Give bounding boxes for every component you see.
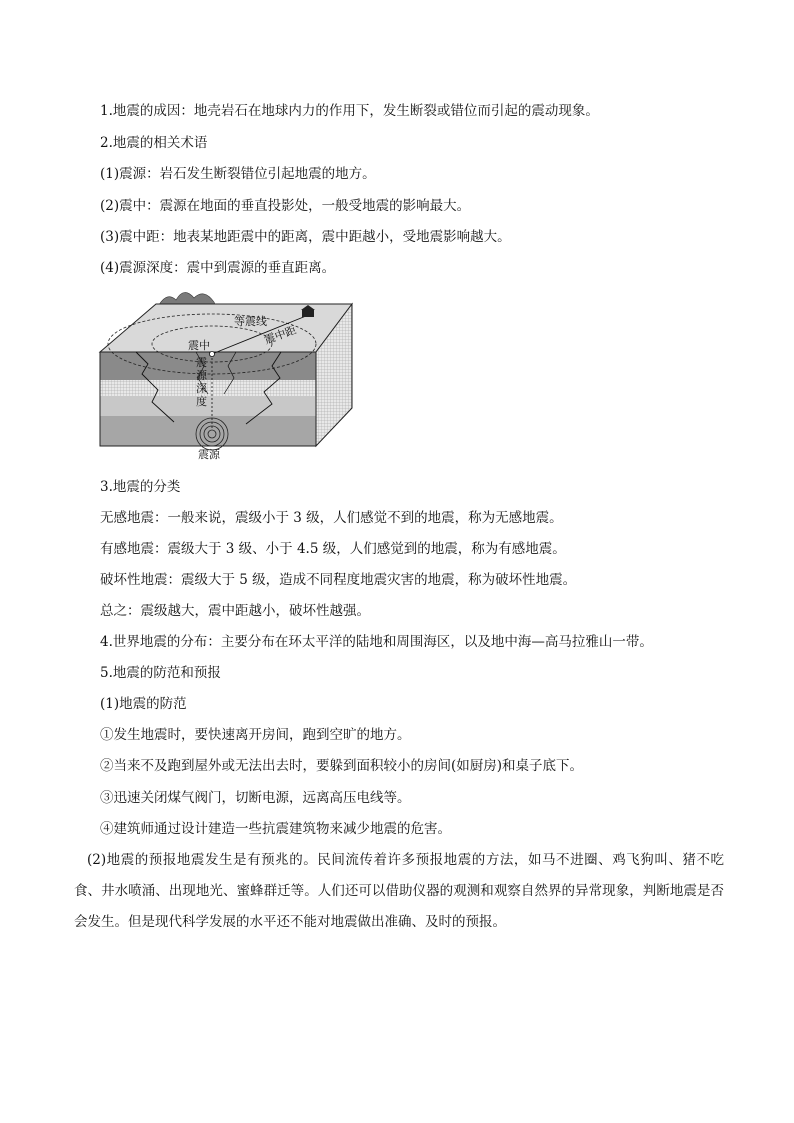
label-focal-depth (196, 356, 208, 408)
line-11: 总之：震级越大，震中距越小，破坏性越强。 (100, 603, 370, 619)
epicenter-dot (209, 351, 214, 356)
line-7: 3.地震的分类 (100, 479, 181, 495)
line-15: ①发生地震时，要快速离开房间，跑到空旷的地方。 (100, 727, 411, 743)
label-epicenter: 震中 (188, 339, 210, 352)
label-epicentral-distance: 震中距 (262, 323, 299, 347)
svg-text:度: 度 (196, 395, 207, 408)
line-13: 5.地震的防范和预报 (100, 665, 221, 681)
line-5: (3)震中距：地表某地距震中的距离，震中距越小，受地震影响越大。 (100, 229, 511, 245)
line-9: 有感地震：震级大于 3 级、小于 4.5 级，人们感觉到的地震，称为有感地震。 (100, 541, 566, 557)
ground-surface (100, 304, 352, 352)
line-2: 2.地震的相关术语 (100, 135, 208, 151)
line-6: (4)震源深度：震中到震源的垂直距离。 (100, 260, 336, 276)
line-14: (1)地震的防范 (100, 696, 187, 712)
line-8: 无感地震：一般来说，震级小于 3 级，人们感觉不到的地震，称为无感地震。 (100, 510, 563, 526)
line-1: 1.地震的成因：地壳岩石在地球内力的作用下，发生断裂或错位而引起的震动现象。 (100, 103, 599, 119)
line-17: ③迅速关闭煤气阀门，切断电源，远离高压电线等。 (100, 790, 411, 806)
svg-text:震: 震 (196, 356, 207, 369)
label-focus: 震源 (198, 448, 220, 461)
svg-text:源: 源 (196, 369, 207, 382)
label-isoseismal: 等震线 (234, 315, 267, 328)
svg-text:深: 深 (196, 382, 207, 395)
line-3: (1)震源：岩石发生断裂错位引起地震的地方。 (100, 166, 376, 182)
line-4: (2)震中：震源在地面的垂直投影处，一般受地震的影响最大。 (100, 198, 471, 214)
line-16: ②当来不及跑到屋外或无法出去时，要躲到面积较小的房间(如厨房)和桌子底下。 (100, 758, 584, 774)
final-paragraph: (2)地震的预报地震发生是有预兆的。民间流传着许多预报地震的方法，如马不进圈、鸡飞狗叫、猪不吃食、井水喷涌、出现地光、蜜蜂群迁等。人们还可以借助仪器的观测和观察自然界的异常现象，判断地震是否会发生。但是现代科学发展的水平还不能对地震做出准确、及时的预报。 (74, 852, 724, 930)
line-12: 4.世界地震的分布：主要分布在环太平洋的陆地和周围海区，以及地中海—高马拉雅山一带。 (100, 634, 653, 650)
house-icon (302, 310, 314, 317)
earthquake-diagram (96, 282, 354, 462)
line-10: 破坏性地震：震级大于 5 级，造成不同程度地震灾害的地震，称为破坏性地震。 (100, 572, 577, 588)
line-18: ④建筑师通过设计建造一些抗震建筑物来减少地震的危害。 (100, 821, 451, 837)
